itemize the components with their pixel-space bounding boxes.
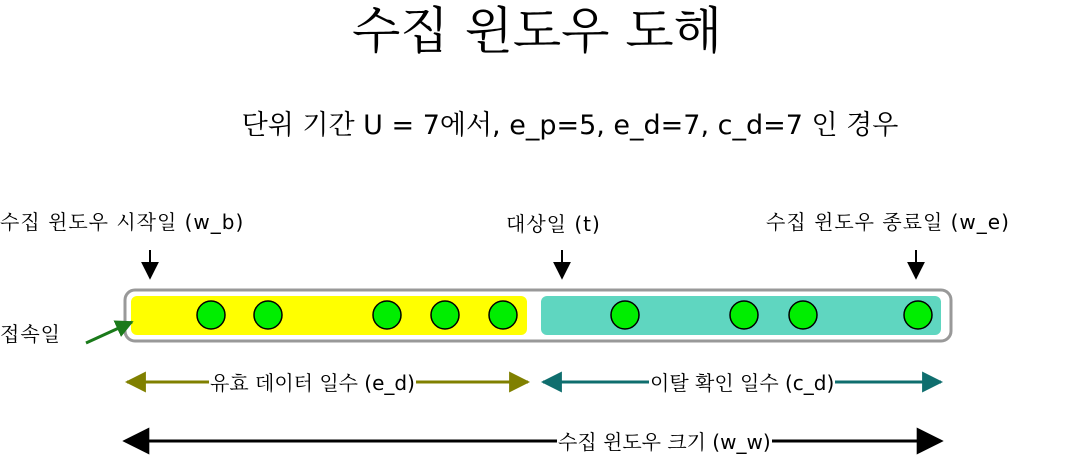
window-end-label: 수집 윈도우 종료일 (w_e): [766, 210, 1010, 234]
window-size-label: 수집 윈도우 크기 (w_w): [558, 430, 771, 454]
diagram-subtitle: 단위 기간 U = 7에서, e_p=5, e_d=7, c_d=7 인 경우: [241, 110, 899, 141]
valid-days-label: 유효 데이터 일수 (e_d): [210, 371, 415, 395]
login-dot: [904, 301, 932, 329]
login-dot: [611, 301, 639, 329]
login-dot: [197, 301, 225, 329]
login-dot: [730, 301, 758, 329]
login-dot: [431, 301, 459, 329]
window-start-label: 수집 윈도우 시작일 (w_b): [0, 210, 245, 234]
login-day-label: 접속일: [0, 322, 61, 346]
login-dot: [489, 301, 517, 329]
churn-days-label: 이탈 확인 일수 (c_d): [650, 371, 835, 395]
login-dot: [373, 301, 401, 329]
login-dot: [789, 301, 817, 329]
target-day-label: 대상일 (t): [506, 212, 601, 236]
diagram-title: 수집 윈도우 도해: [352, 2, 722, 60]
login-dot: [254, 301, 282, 329]
valid-data-segment: [131, 296, 527, 335]
